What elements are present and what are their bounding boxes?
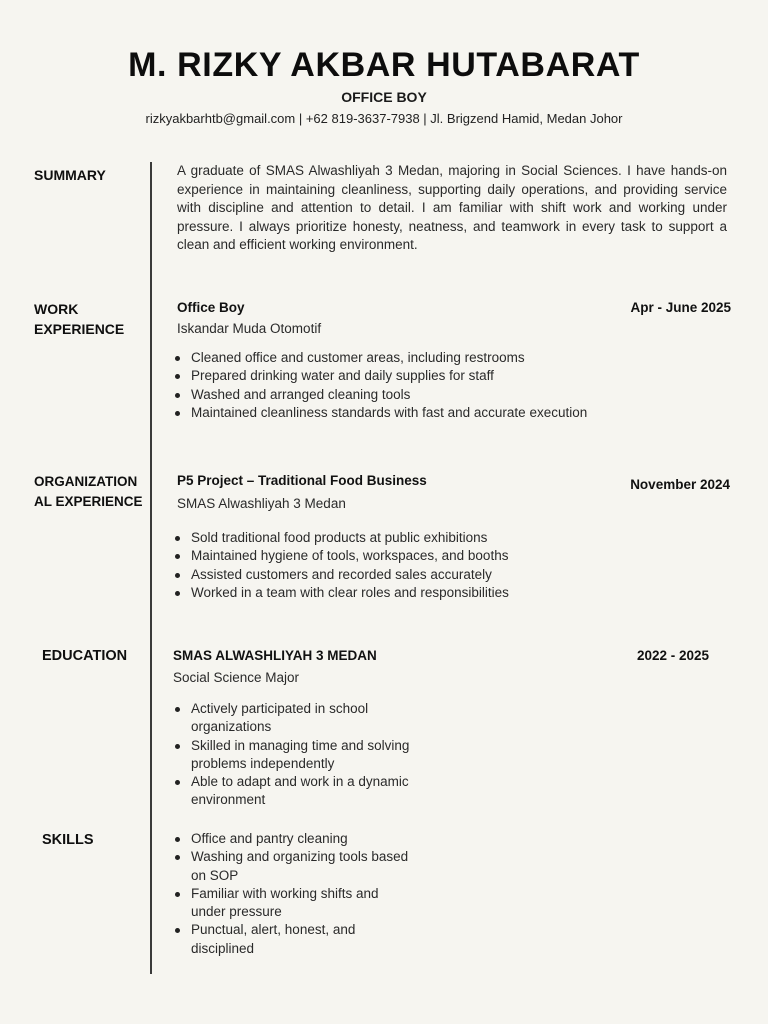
org-school: SMAS Alwashliyah 3 Medan <box>177 496 346 511</box>
list-item: Familiar with working shifts and under pressure <box>174 885 410 922</box>
education-date: 2022 - 2025 <box>636 648 709 663</box>
list-item: Worked in a team with clear roles and responsibilities <box>174 584 734 602</box>
resume-role: OFFICE BOY <box>341 89 427 105</box>
education-bullet-list <box>174 700 410 810</box>
list-item: Maintained hygiene of tools, workspaces, and booths <box>174 547 734 565</box>
org-label-line2: AL EXPERIENCE <box>34 494 143 509</box>
organizational-experience-label <box>34 472 143 512</box>
list-item: Prepared drinking water and daily supplies for staff <box>174 367 734 385</box>
list-item: Maintained cleanliness standards with fast and accurate execution <box>174 404 734 422</box>
list-item: Able to adapt and work in a dynamic environment <box>174 773 410 810</box>
list-item: Washed and arranged cleaning tools <box>174 386 734 404</box>
work-bullet-list <box>174 349 734 422</box>
work-label-line2: EXPERIENCE <box>34 321 125 337</box>
org-label-line1: ORGANIZATION <box>34 474 138 489</box>
work-job-title: Office Boy <box>177 300 245 315</box>
org-project-title: P5 Project – Traditional Food Business <box>177 473 427 488</box>
list-item: Cleaned office and customer areas, including restrooms <box>174 349 734 367</box>
work-label-line1: WORK <box>34 301 79 317</box>
list-item: Washing and organizing tools based on SOP <box>174 848 410 885</box>
list-item: Skilled in managing time and solving problems independently <box>174 737 410 774</box>
skills-bullet-list <box>174 830 410 958</box>
list-item: Sold traditional food products at public exhibitions <box>174 529 734 547</box>
work-date: Apr - June 2025 <box>630 300 731 315</box>
education-school: SMAS ALWASHLIYAH 3 MEDAN <box>173 648 377 663</box>
skills-label: SKILLS <box>42 832 94 848</box>
summary-label: SUMMARY <box>34 167 106 183</box>
resume-name: M. RIZKY AKBAR HUTABARAT <box>128 46 640 84</box>
work-experience-label <box>34 299 124 339</box>
education-major: Social Science Major <box>173 670 300 685</box>
education-label: EDUCATION <box>42 648 128 664</box>
vertical-divider <box>150 162 152 974</box>
org-bullet-list <box>174 529 734 602</box>
list-item: Assisted customers and recorded sales accurately <box>174 566 734 584</box>
contact-line: rizkyakbarhtb@gmail.com | +62 819-3637-7938 | Jl. Brigzend Hamid, Medan Johor <box>145 111 623 126</box>
work-company: Iskandar Muda Otomotif <box>177 321 322 336</box>
list-item: Actively participated in school organizations <box>174 700 410 737</box>
org-date: November 2024 <box>630 477 730 492</box>
summary-text: A graduate of SMAS Alwashliyah 3 Medan, majoring in Social Sciences. I have hands-on experience in maintaining cleanliness, supporting daily operations, and providing service with discipline and attention to detail. I am familiar with shift work and working under pressure. I always prioritize honesty, neatness, and teamwork in every task to support a clean and efficient working environment. <box>177 163 727 252</box>
list-item: Punctual, alert, honest, and disciplined <box>174 921 410 958</box>
list-item: Office and pantry cleaning <box>174 830 410 848</box>
